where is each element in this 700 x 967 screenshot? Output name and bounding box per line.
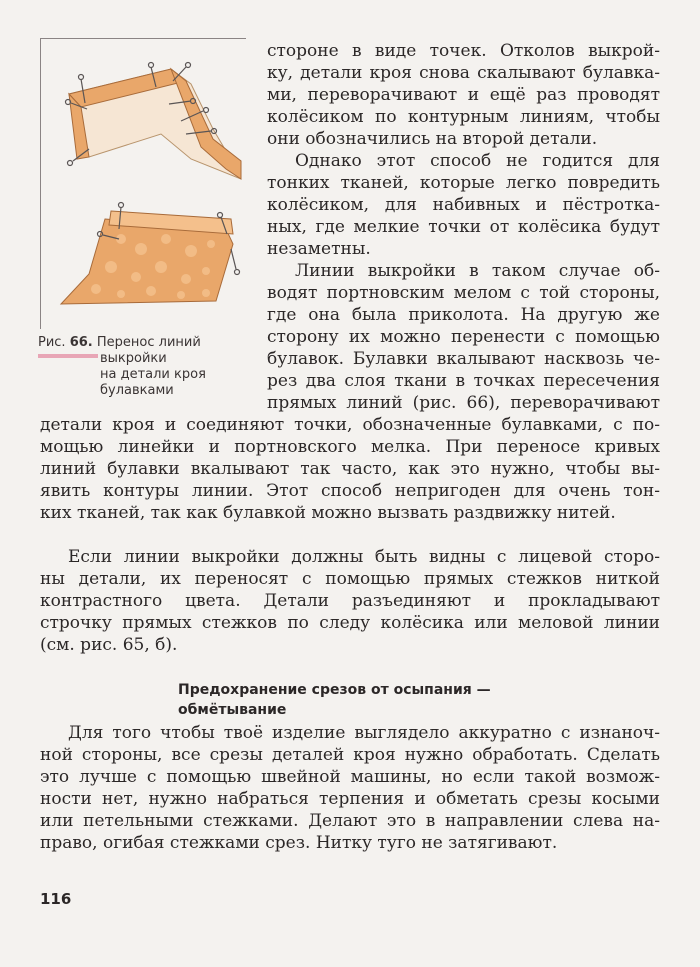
text-line: линий булавки вкалывают так часто, как это нужно, чтобы вы-: [40, 459, 660, 479]
text-line: стороне в виде точек. Отколов выкрой-: [267, 41, 660, 61]
text-line: это лучше с помощью швейной машины, но если такой возмож-: [40, 767, 660, 787]
figure-number: 66.: [69, 335, 93, 350]
text-line: булавок. Булавки вкалывают насквозь че-: [267, 349, 660, 369]
text-line: где она была приколота. На другую же: [267, 305, 660, 325]
text-line: контрастного цвета. Детали разъединяют и прокладывают: [40, 591, 660, 611]
text-line: тонких тканей, которые легко повредить: [267, 173, 660, 193]
text-line: ности нет, нужно набраться терпения и обметать срезы косыми: [40, 789, 660, 809]
text-line: Если линии выкройки должны быть видны с лицевой сторо-: [68, 547, 660, 567]
text-line: Однако этот способ не годится для: [295, 151, 660, 171]
text-line: детали кроя и соединяют точки, обозначенные булавками, с по-: [40, 415, 660, 435]
caption-line: булавками: [100, 383, 174, 398]
right-column-text: [267, 40, 660, 414]
fabric-pinning-drawing: [41, 39, 246, 329]
text-line: водят портновским мелом с той стороны,: [267, 283, 660, 303]
text-line: Для того чтобы твоё изделие выглядело аккуратно с изнаноч-: [68, 723, 660, 743]
paragraph-visible-lines: [40, 546, 660, 656]
text-line: (см. рис. 65, б).: [40, 635, 178, 655]
text-line: колёсиком, для набивных и пёстротка-: [267, 195, 660, 215]
text-line: строчку прямых стежков по следу колёсика или меловой линии: [40, 613, 660, 633]
text-line: явить контуры линии. Этот способ непригоден для очень тон-: [40, 481, 660, 501]
text-line: прямых линий (рис. 66), переворачивают: [267, 393, 660, 413]
caption-line: выкройки: [100, 351, 167, 366]
text-line: они обозначились на второй детали.: [267, 129, 598, 149]
heading-line: Предохранение срезов от осыпания —: [178, 682, 491, 698]
heading-line: обмётывание: [178, 702, 287, 718]
text-line: право, огибая стежками срез. Нитку туго не затягивают.: [40, 833, 558, 853]
caption-accent-rule: [38, 354, 98, 358]
text-line: ку, детали кроя снова скалывают булавка-: [267, 63, 660, 83]
caption-line: на детали кроя: [100, 367, 206, 382]
text-line: или петельными стежками. Делают это в направлении слева на-: [40, 811, 660, 831]
figure-caption: [38, 335, 238, 399]
text-line: колёсиком по контурным линиям, чтобы: [267, 107, 660, 127]
caption-line: Перенос линий: [96, 335, 201, 350]
text-line: ных, где мелкие точки от колёсика будут: [267, 217, 660, 237]
paragraph-continuation: [40, 414, 660, 524]
paragraph-overcasting: [40, 722, 660, 854]
section-heading: [178, 680, 578, 720]
page-number: 116: [40, 890, 72, 908]
text-line: рез два слоя ткани в точках пересечения: [267, 371, 660, 391]
text-line: незаметны.: [267, 239, 371, 259]
text-line: мощью линейки и портновского мелка. При переносе кривых: [40, 437, 660, 457]
text-line: Линии выкройки в таком случае об-: [295, 261, 660, 281]
figure-label: Рис.: [38, 335, 66, 350]
text-line: ны детали, их переносят с помощью прямых стежков ниткой: [40, 569, 660, 589]
figure-66-illustration: [40, 38, 246, 329]
text-line: ми, переворачивают и ещё раз проводят: [267, 85, 660, 105]
text-line: сторону их можно перенести с помощью: [267, 327, 660, 347]
text-line: ной стороны, все срезы деталей кроя нужно обработать. Сделать: [40, 745, 660, 765]
text-line: ких тканей, так как булавкой можно вызвать раздвижку нитей.: [40, 503, 616, 523]
